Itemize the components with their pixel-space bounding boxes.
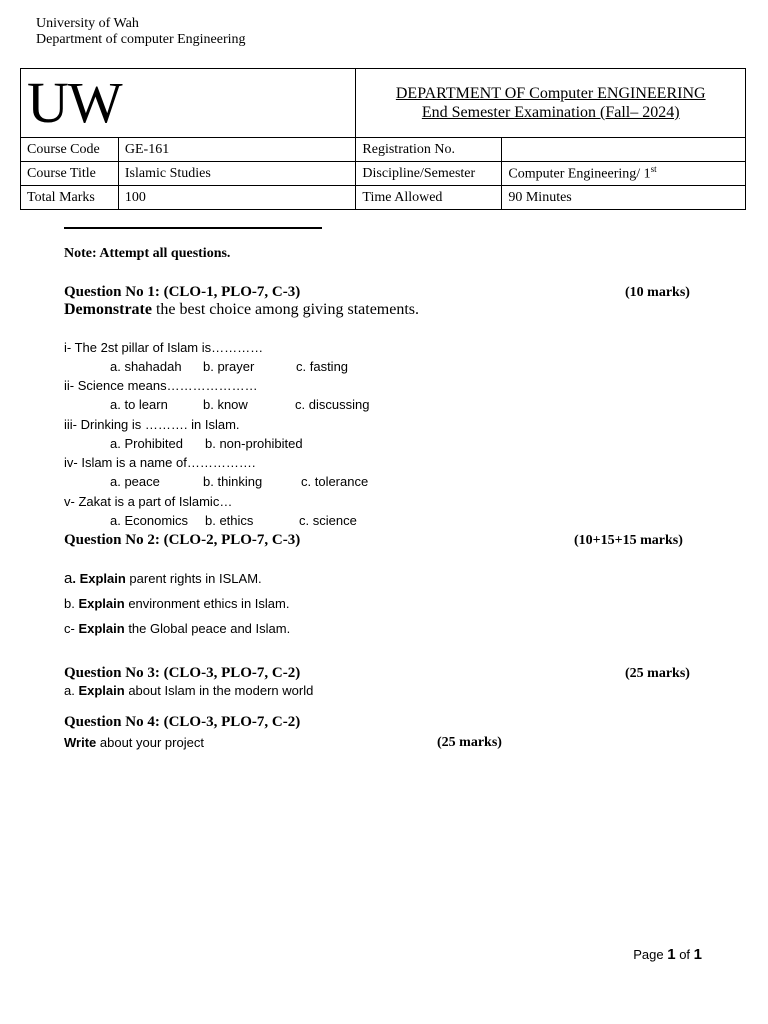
- q4-instruction: [64, 735, 204, 750]
- page-label: Page: [633, 947, 668, 962]
- exam-title: End Semester Examination (Fall– 2024): [421, 104, 680, 121]
- registration-label: Registration No.: [356, 138, 502, 162]
- q1-item-2-option-b: b. know: [203, 397, 248, 412]
- total-marks-value: 100: [118, 186, 356, 210]
- university-name: University of Wah: [36, 16, 139, 31]
- q3-part-a-prefix: a.: [64, 683, 79, 698]
- q2-part-c-prefix: c-: [64, 621, 79, 636]
- discipline-label: Discipline/Semester: [356, 162, 502, 186]
- divider-line: [64, 227, 322, 229]
- discipline-value: [502, 162, 746, 186]
- q2-part-b-text: environment ethics in Islam.: [124, 596, 290, 611]
- q1-instruction: [64, 301, 419, 319]
- q1-item-2-option-c: c. discussing: [295, 397, 370, 412]
- q1-item-5-option-a: a. Economics: [110, 513, 189, 528]
- q1-item-3-option-a: a. Prohibited: [110, 436, 183, 451]
- q1-item-4-option-c: c. tolerance: [301, 474, 369, 489]
- question-3-title: Question No 3: (CLO-3, PLO-7, C-2): [64, 665, 301, 681]
- q4-marks: (25 marks): [437, 735, 502, 750]
- note: Note: Attempt all questions.: [64, 246, 231, 261]
- university-header: [36, 16, 246, 48]
- q1-marks: (10 marks): [625, 285, 690, 300]
- uw-logo: UW: [21, 69, 356, 138]
- q1-item-4-option-a: a. peace: [110, 474, 160, 489]
- q3-part-a-text: about Islam in the modern world: [124, 683, 314, 698]
- q1-clo: (CLO-1, PLO-7, C-3): [163, 284, 301, 300]
- department-title: DEPARTMENT OF Computer ENGINEERING: [395, 85, 706, 102]
- department-name: Department of computer Engineering: [36, 32, 246, 47]
- q1-instruction-text: the best choice among giving statements.: [151, 301, 420, 318]
- q1-item-4-option-b: b. thinking: [203, 474, 263, 489]
- course-code-value: GE-161: [118, 138, 356, 162]
- q2-part-b-prefix: b.: [64, 596, 79, 611]
- q2-part-a-text: parent rights in ISLAM.: [125, 571, 262, 586]
- q2-marks: (10+15+15 marks): [574, 533, 683, 548]
- course-title-value: Islamic Studies: [118, 162, 356, 186]
- q2-part-c-verb: Explain: [78, 621, 125, 636]
- q2-part-a-verb: . Explain: [72, 571, 126, 586]
- page-total: 1: [693, 946, 702, 963]
- exam-title-block: [356, 69, 746, 138]
- q1-item-1-option-c: c. fasting: [296, 359, 349, 374]
- q1-instruction-verb: Demonstrate: [64, 301, 152, 318]
- q2-part-a: [64, 570, 262, 587]
- exam-info-table: [20, 68, 746, 210]
- question-1-title: [64, 284, 300, 301]
- page-number: [633, 946, 702, 963]
- discipline-text: Computer Engineering/ 1: [508, 166, 651, 182]
- q1-item-2-option-a: a. to learn: [110, 397, 168, 412]
- q1-item-1-option-a: a. shahadah: [110, 359, 182, 374]
- q1-item-3-stem: iii- Drinking is ………. in Islam.: [64, 417, 240, 432]
- q2-part-b: [64, 596, 289, 611]
- q1-item-3-option-b: b. non-prohibited: [205, 436, 303, 451]
- q3-part-a-verb: Explain: [78, 683, 125, 698]
- q1-item-4-stem: iv- Islam is a name of…………….: [64, 455, 256, 470]
- time-allowed-label: Time Allowed: [356, 186, 502, 210]
- q1-title: Question No 1:: [64, 284, 164, 300]
- q1-item-2-stem: ii- Science means…………………: [64, 378, 258, 393]
- discipline-sup: st: [650, 164, 657, 175]
- q1-item-5-option-b: b. ethics: [205, 513, 254, 528]
- q1-item-5-option-c: c. science: [299, 513, 357, 528]
- course-code-label: Course Code: [21, 138, 119, 162]
- time-allowed-value: 90 Minutes: [502, 186, 746, 210]
- q2-part-a-prefix: a: [64, 570, 73, 587]
- registration-value: [502, 138, 746, 162]
- q2-part-c: [64, 621, 290, 636]
- question-4-title: Question No 4: (CLO-3, PLO-7, C-2): [64, 714, 301, 730]
- q3-part-a: [64, 683, 313, 698]
- q4-instruction-text: about your project: [96, 735, 204, 750]
- q4-instruction-verb: Write: [64, 735, 97, 750]
- question-2-title: Question No 2: (CLO-2, PLO-7, C-3): [64, 532, 301, 548]
- page-of-label: of: [675, 947, 694, 962]
- q2-part-c-text: the Global peace and Islam.: [124, 621, 291, 636]
- page-current: 1: [667, 946, 676, 963]
- q2-part-b-verb: Explain: [78, 596, 125, 611]
- q1-item-5-stem: v- Zakat is a part of Islamic…: [64, 494, 233, 509]
- q1-item-1-option-b: b. prayer: [203, 359, 255, 374]
- total-marks-label: Total Marks: [21, 186, 119, 210]
- q3-marks: (25 marks): [625, 666, 690, 681]
- q1-item-1-stem: i- The 2st pillar of Islam is…………: [64, 340, 264, 355]
- course-title-label: Course Title: [21, 162, 119, 186]
